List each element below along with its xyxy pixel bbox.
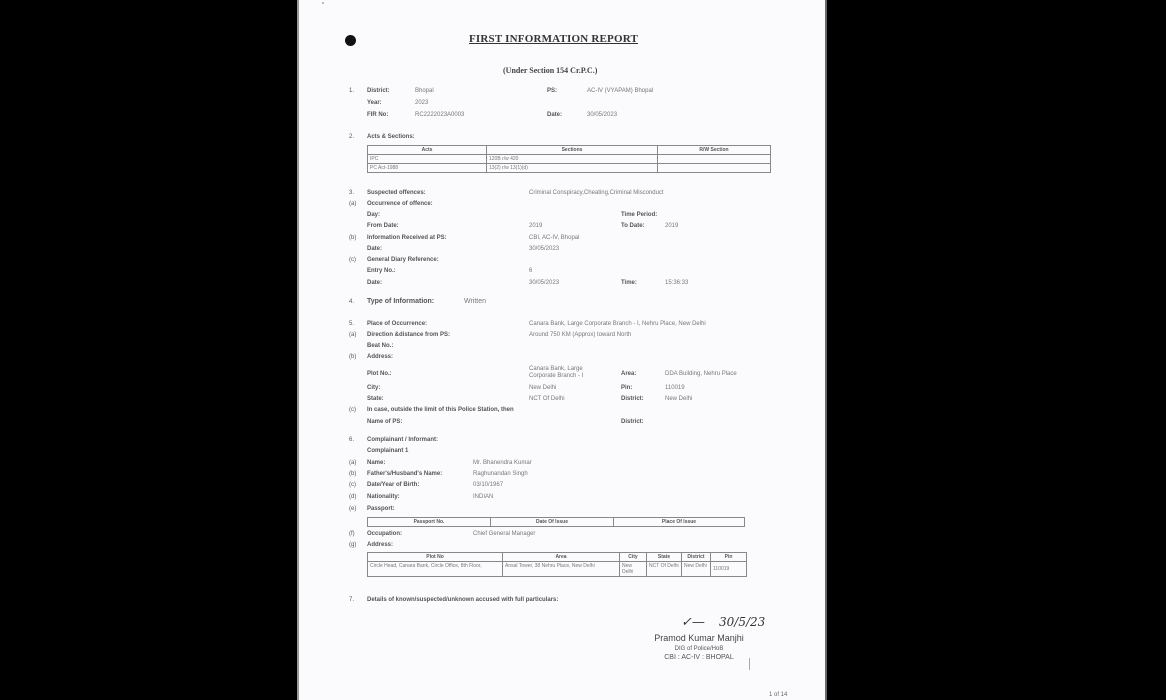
item-marker: (g) — [349, 542, 357, 548]
item-marker: (b) — [349, 235, 357, 241]
table-header: District — [682, 553, 711, 562]
item-marker: (a) — [349, 332, 357, 338]
city-label: City: — [367, 385, 381, 391]
table-header: City — [620, 553, 647, 562]
table-row — [368, 562, 747, 577]
acts-sections-label: Acts & Sections: — [367, 134, 415, 140]
item-marker: (c) — [349, 482, 356, 488]
suspected-offences-label: Suspected offences: — [367, 190, 426, 196]
table-cell: New Delhi — [620, 562, 647, 577]
document-subtitle: (Under Section 154 Cr.P.C.) — [503, 66, 598, 75]
to-date-label: To Date: — [621, 223, 645, 229]
table-header: Pin — [711, 553, 747, 562]
occurrence-label: Occurrence of offence: — [367, 201, 433, 207]
pin-label: Pin: — [621, 385, 633, 391]
plot-no-value: Canara Bank, Large Corporate Branch - I — [529, 366, 584, 379]
item-marker: (e) — [349, 506, 357, 512]
item-marker: (b) — [349, 354, 357, 360]
signature-date: 30/5/23 — [719, 615, 766, 629]
signatory-details — [629, 633, 769, 661]
table-header: Date Of Issue — [491, 518, 614, 527]
table-cell: Circle Head, Canara Bank, Circle Office, 8th Floor, — [368, 562, 503, 577]
table-header: Acts — [368, 146, 487, 155]
entry-no-value: 6 — [529, 268, 533, 274]
item-marker: (a) — [349, 460, 357, 466]
table-cell: NCT Of Delhi — [647, 562, 682, 577]
item-marker: (c) — [349, 257, 356, 263]
item-marker: (f) — [349, 531, 355, 537]
suspected-offences-value: Criminal Conspiracy,Cheating,Criminal Misconduct — [529, 190, 664, 196]
table-cell: New Delhi — [682, 562, 711, 577]
page-number: 1 of 14 — [769, 692, 788, 698]
fir-value: RC2222023A0003 — [415, 112, 465, 118]
time-period-label: Time Period: — [621, 212, 658, 218]
item-marker: (a) — [349, 201, 357, 207]
from-date-label: From Date: — [367, 223, 399, 229]
section-number: 4. — [349, 299, 355, 305]
dob-label: Date/Year of Birth: — [367, 482, 420, 488]
father-name-label: Father's/Husband's Name: — [367, 471, 443, 477]
area-label: Area: — [621, 371, 637, 377]
info-date-label: Date: — [367, 246, 383, 252]
item-marker: (c) — [349, 407, 356, 413]
section-number: 1. — [349, 88, 355, 94]
day-label: Day: — [367, 212, 381, 218]
ps-label: PS: — [547, 88, 558, 94]
address-label: Address: — [367, 542, 394, 548]
table-row — [368, 155, 771, 164]
gd-date-value: 30/05/2023 — [529, 280, 560, 286]
section-number: 2. — [349, 134, 355, 140]
city-value: New Delhi — [529, 385, 557, 391]
district-value: Bhopal — [415, 88, 434, 94]
table-cell: PC Act-1988 — [368, 164, 487, 173]
info-type-value: Written — [464, 298, 487, 305]
scan-speck — [322, 2, 324, 4]
table-cell — [658, 164, 771, 173]
item-marker: (b) — [349, 471, 357, 477]
occupation-label: Occupation: — [367, 531, 403, 537]
passport-table — [367, 517, 745, 527]
table-cell: IPC — [368, 155, 487, 164]
outside-district-label: District: — [621, 419, 644, 425]
nationality-label: Nationality: — [367, 494, 400, 500]
fir-label: FIR No: — [367, 112, 389, 118]
bullet-mark-icon — [345, 35, 356, 46]
stamp-line — [749, 658, 750, 670]
occupation-value: Chief General Manager — [473, 531, 536, 537]
name-of-ps-label: Name of PS: — [367, 419, 403, 425]
table-header: Place Of Issue — [614, 518, 745, 527]
accused-details-label: Details of known/suspected/unknown accused with full particulars: — [367, 597, 559, 603]
table-header: State — [647, 553, 682, 562]
state-label: State: — [367, 396, 384, 402]
time-value: 15:36:33 — [665, 280, 689, 286]
acts-sections-table — [367, 145, 771, 173]
passport-label: Passport: — [367, 506, 395, 512]
section-number: 5. — [349, 321, 355, 327]
name-value: Mr. Bhanendra Kumar — [473, 460, 532, 466]
table-header: Area — [503, 553, 620, 562]
table-cell: 120B r/w 420 — [487, 155, 658, 164]
document-page — [297, 0, 827, 700]
name-label: Name: — [367, 460, 386, 466]
outside-limit-label: In case, outside the limit of this Police Station, then — [367, 407, 514, 413]
entry-no-label: Entry No.: — [367, 268, 396, 274]
table-header: Passport No. — [368, 518, 491, 527]
gd-date-label: Date: — [367, 280, 383, 286]
dob-value: 03/10/1967 — [473, 482, 504, 488]
year-label: Year: — [367, 100, 382, 106]
year-value: 2023 — [415, 100, 429, 106]
table-cell: 13(2) r/w 13(1)(d) — [487, 164, 658, 173]
area-value: DDA Building, Nehru Place — [665, 371, 737, 377]
table-cell: 110019 — [711, 562, 747, 577]
place-value: Canara Bank, Large Corporate Branch - I, Nehru Place, New Delhi — [529, 321, 706, 327]
info-received-label: Information Received at PS: — [367, 235, 447, 241]
district-value: New Delhi — [665, 396, 693, 402]
direction-value: Around 750 KM (Approx) toward North — [529, 332, 632, 338]
time-label: Time: — [621, 280, 637, 286]
signatory-office: CBI : AC-IV : BHOPAL — [664, 654, 734, 661]
table-header: Sections — [487, 146, 658, 155]
date-value: 30/05/2023 — [587, 112, 618, 118]
document-title: FIRST INFORMATION REPORT — [469, 33, 639, 45]
signature-scribble: ✓— — [681, 615, 705, 630]
section-number: 7. — [349, 597, 355, 603]
gd-reference-label: General Diary Reference: — [367, 257, 439, 263]
from-date-value: 2019 — [529, 223, 543, 229]
info-type-label: Type of Information: — [367, 298, 435, 305]
district-label: District: — [621, 396, 644, 402]
signatory-name: Pramod Kumar Manjhi — [654, 633, 744, 643]
district-label: District: — [367, 88, 390, 94]
father-name-value: Raghunandan Singh — [473, 471, 528, 477]
info-received-value: CBI, AC-IV, Bhopal — [529, 235, 580, 241]
complainant-sub-label: Complainant 1 — [367, 448, 409, 454]
pin-value: 110019 — [665, 385, 685, 391]
ps-value: AC-IV (VYAPAM) Bhopal — [587, 88, 654, 94]
item-marker: (d) — [349, 494, 357, 500]
to-date-value: 2019 — [665, 223, 679, 229]
address-label: Address: — [367, 354, 394, 360]
table-header: R/W Section — [658, 146, 771, 155]
beat-no-label: Beat No.: — [367, 343, 394, 349]
table-row — [368, 164, 771, 173]
nationality-value: INDIAN — [473, 494, 494, 500]
table-header: Plot No — [368, 553, 503, 562]
state-value: NCT Of Delhi — [529, 396, 565, 402]
table-cell: Ansal Tower, 38 Nehru Place, New Delhi — [503, 562, 620, 577]
complainant-address-table — [367, 552, 747, 577]
section-number: 6. — [349, 437, 355, 443]
complainant-label: Complainant / Informant: — [367, 437, 438, 443]
place-label: Place of Occurrence: — [367, 321, 428, 327]
section-number: 3. — [349, 190, 355, 196]
table-cell — [658, 155, 771, 164]
date-label: Date: — [547, 112, 563, 118]
info-date-value: 30/05/2023 — [529, 246, 560, 252]
direction-label: Direction &distance from PS: — [367, 332, 451, 338]
plot-no-label: Plot No.: — [367, 371, 392, 377]
signatory-designation: DIG of Police/HoB — [674, 646, 724, 652]
